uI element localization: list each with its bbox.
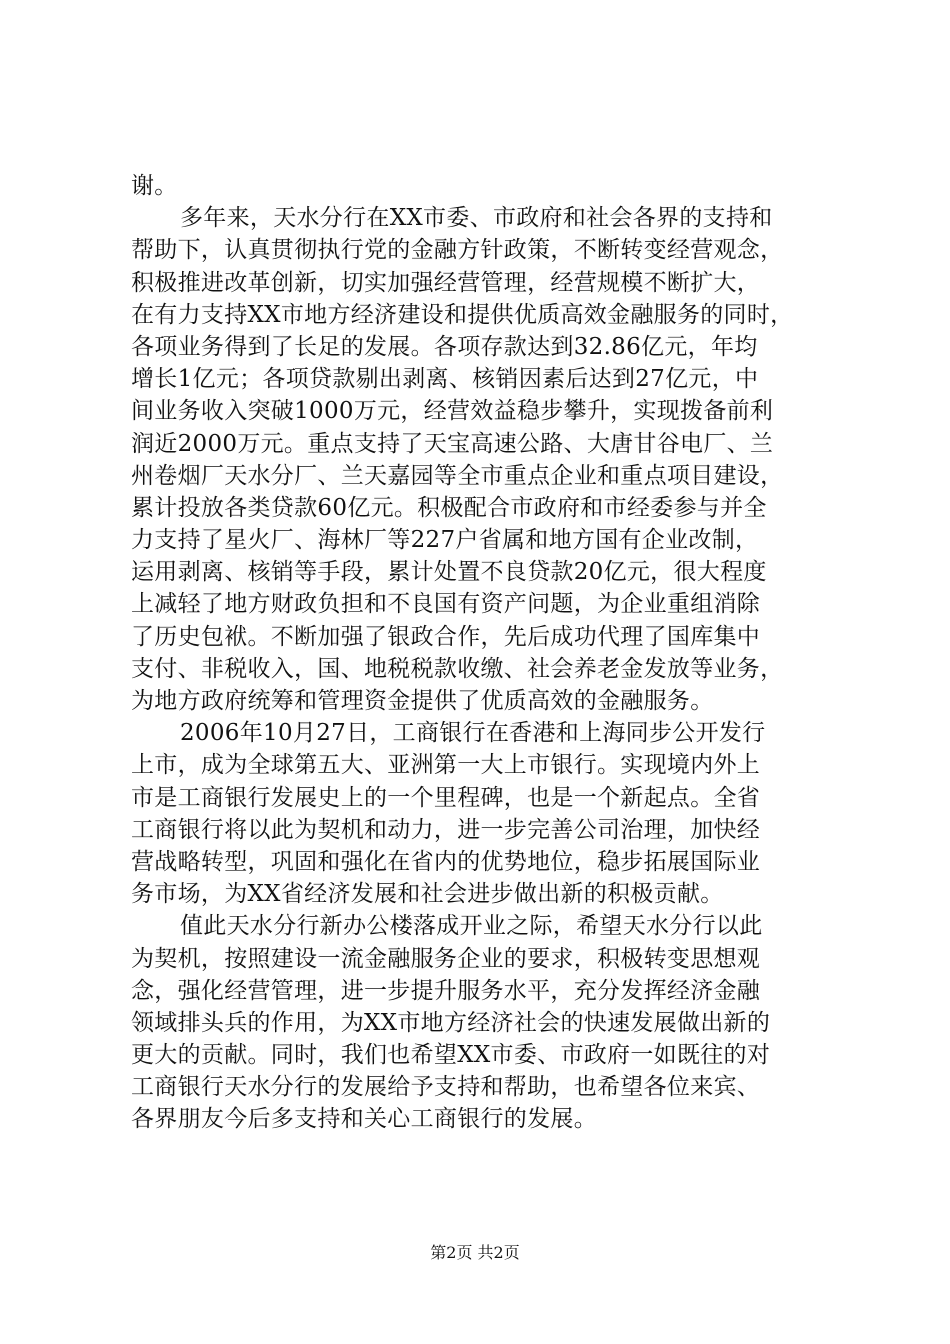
text-line: 帮助下，认真贯彻执行党的金融方针政策，不断转变经营观念，	[131, 237, 784, 264]
text-line: 润近2000万元。重点支持了天宝高速公路、大唐甘谷电厂、兰	[131, 430, 774, 457]
text-line: 谢。	[131, 173, 178, 199]
text-line: 工商银行天水分行的发展给予支持和帮助，也希望各位来宾、	[131, 1074, 761, 1101]
text-line: 了历史包袱。不断加强了银政合作，先后成功代理了国库集中	[131, 623, 761, 650]
text-line: 营战略转型，巩固和强化在省内的优势地位，稳步拓展国际业	[131, 848, 761, 875]
text-line: 运用剥离、核销等手段，累计处置不良贷款20亿元，很大程度	[131, 559, 767, 586]
text-line: 念，强化经营管理，进一步提升服务水平，充分发挥经济金融	[131, 977, 761, 1004]
text-line: 领域排头兵的作用，为XX市地方经济社会的快速发展做出新的	[131, 1009, 771, 1036]
text-line: 增长1亿元；各项贷款剔出剥离、核销因素后达到27亿元，中	[131, 366, 759, 393]
text-line: 工商银行将以此为契机和动力，进一步完善公司治理，加快经	[131, 816, 761, 843]
text-line: 市是工商银行发展史上的一个里程碑，也是一个新起点。全省	[131, 784, 761, 811]
text-line: 在有力支持XX市地方经济建设和提供优质高效金融服务的同时，	[131, 301, 794, 328]
text-line: 上减轻了地方财政负担和不良国有资产问题，为企业重组消除	[131, 591, 761, 618]
text-line: 支付、非税收入，国、地税税款收缴、社会养老金发放等业务，	[131, 655, 784, 682]
text-line: 值此天水分行新办公楼落成开业之际，希望天水分行以此	[180, 913, 763, 940]
text-line: 更大的贡献。同时，我们也希望XX市委、市政府一如既往的对	[131, 1042, 771, 1069]
text-line: 州卷烟厂天水分厂、兰天嘉园等全市重点企业和重点项目建设，	[131, 462, 784, 489]
text-line: 为契机，按照建设一流金融服务企业的要求，积极转变思想观	[131, 945, 761, 972]
text-line: 上市，成为全球第五大、亚洲第一大上市银行。实现境内外上	[131, 752, 761, 779]
document-body	[131, 170, 831, 1136]
text-line: 务市场，为XX省经济发展和社会进步做出新的积极贡献。	[131, 881, 724, 908]
text-line: 积极推进改革创新，切实加强经营管理，经营规模不断扩大，	[131, 269, 761, 296]
text-line: 2006年10月27日，工商银行在香港和上海同步公开发行	[180, 720, 766, 747]
text-line: 为地方政府统筹和管理资金提供了优质高效的金融服务。	[131, 688, 714, 714]
text-line: 各项业务得到了长足的发展。各项存款达到32.86亿元，年均	[131, 333, 758, 360]
text-line: 各界朋友今后多支持和关心工商银行的发展。	[131, 1106, 597, 1133]
text-line: 力支持了星火厂、海林厂等227户省属和地方国有企业改制，	[131, 527, 759, 554]
text-line: 累计投放各类贷款60亿元。积极配合市政府和市经委参与并全	[131, 494, 767, 521]
text-line: 多年来，天水分行在XX市委、市政府和社会各界的支持和	[180, 205, 773, 232]
text-line: 间业务收入突破1000万元，经营效益稳步攀升，实现拨备前利	[131, 398, 774, 425]
page-footer: 第2页 共2页	[430, 1243, 520, 1262]
